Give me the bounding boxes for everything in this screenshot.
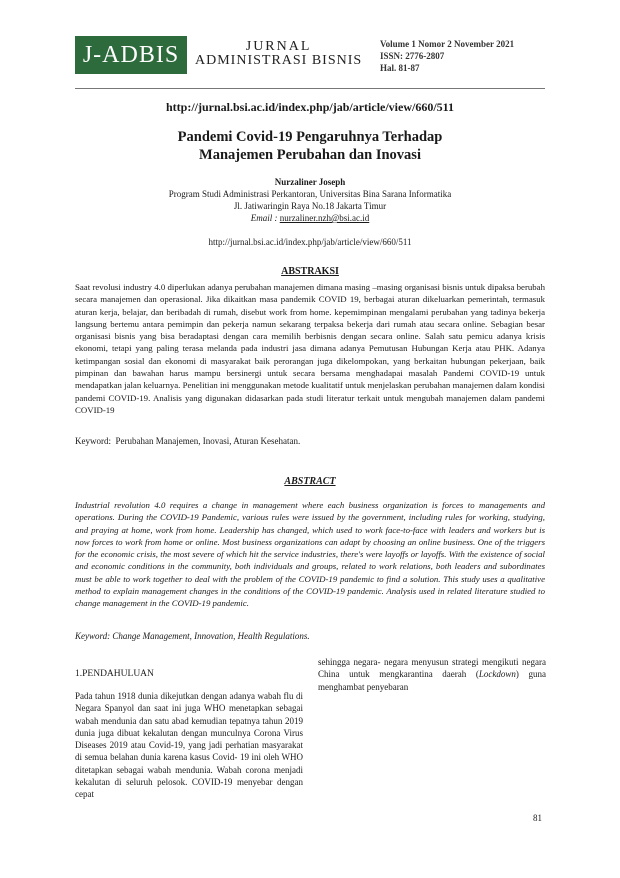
abstraksi-text: Saat revolusi industry 4.0 diperlukan adanya perubahan manajemen dimana masing –masing organisasi bisnis untuk dipaksa berubah secara manajemen dan operasional. Jika dikaitkan masa pandemik COVID 19, berbagai aturan dikeluarkan pemerintah, termasuk aturan kerja, belajar, dan beribadah di rumah, disebut work from home. kepemimpinan mengalami perubahan yang tadinya bekerja langsung bertemu antara pemimpin dan pekerja namun sekarang terpaksa bekerja dari rumah atau secara online. Sebagian besar organisasi bisnis yang bisa beradaptasi dengan cara memilih berbisnis dengan secara online. Salah satu pemicu adanya krisis ekonomi, tetapi yang paling terasa melanda pada industri jasa dimana adanya Pemutusan Hubungan Kerja atau PHK. Adanya ketimpangan sosial dan ekonomi di masyarakat baik perorangan juga dikelompokan, yang berkaitan hubungan pekerjaan, baik pimpinan dan bawahan harus mampu bersinergi untuk secara bersama menghadapai masalah Pandemi COVID-19 untuk mendapatkan jalan keluarnya. Penelitian ini menggunakan metode kualitatif untuk menjelaskan perubahan manajemen dalam kondisi pandemi COVID-19. Analisis yang digunakan didasarkan pada studi literatur terkait untuk mengubah manajemen dalam pandemi COVID-19 [75,282,545,415]
email-line [0,212,620,225]
keyword-list: Perubahan Manajemen, Inovasi, Aturan Kesehatan. [115,436,301,446]
keyword-list-en: Change Management, Innovation, Health Regulations. [112,631,310,641]
header-divider [75,88,545,89]
title-line2: Manajemen Perubahan dan Inovasi [199,147,421,163]
keyword-label: Keyword: [75,436,111,446]
abstract-keywords [75,631,310,641]
issue-info [380,38,514,74]
body-right-paragraph [318,656,546,693]
journal-name-line2: ADMINISTRASI BISNIS [195,53,363,68]
volume-text: Volume 1 Nomor 2 November 2021 [380,39,515,49]
pages-text: Hal. 81-87 [380,63,420,73]
email-link[interactable]: nurzaliner.nzh@bsi.ac.id [279,213,370,223]
article-url-bottom[interactable]: http://jurnal.bsi.ac.id/index.php/jab/article/view/660/511 [208,237,412,247]
body-left-paragraph: Pada tahun 1918 dunia dikejutkan dengan adanya wabah flu di Negara Spanyol dan saat ini juga WHO menetapkan sebagai wabah mendunia dan satu abad kemudian tepatnya tahun 2019 dunia juga dibuat kekalutan dengan munculnya Corona Virus Diseases 2019 atau Covid-19, yang jadi perhatian masyarakat di semua belahan dunia karena kasus Covid- 19 ini oleh WHO ditetapkan sebagai wabah mendunia. Wabah corona menjadi kekalutan di seluruh pelosok. COVID-19 menyebar dengan cepat [75,691,303,800]
journal-name-line1: JURNAL [245,39,312,54]
author-name: Nurzaliner Joseph [274,177,346,187]
journal-name [195,40,362,68]
title-line1: Pandemi Covid-19 Pengaruhnya Terhadap [177,129,443,145]
abstract-heading: ABSTRACT [284,476,336,487]
issn-text: ISSN: 2776-2807 [380,51,445,61]
abstraksi-keywords [75,436,300,446]
keyword-label-en: Keyword: [75,631,111,641]
right-text-after: ) guna menghambat penyebaran [318,669,546,692]
right-text-italic: Lockdown [478,669,516,680]
abstraksi-heading: ABSTRAKSI [281,266,339,277]
article-url-top[interactable]: http://jurnal.bsi.ac.id/index.php/jab/article/view/660/511 [165,100,455,114]
affiliation-1: Program Studi Administrasi Perkantoran, Universitas Bina Sarana Informatika [168,189,452,199]
page-number: 81 [533,813,542,823]
right-text-before: sehingga negara- negara menyusun strategi mengikuti negara China untuk mengkarantina daerah ( [318,657,546,680]
abstract-text: Industrial revolution 4.0 requires a change in management where each business organization is forces to managements and operations. During the COVID-19 Pandemic, various rules were issued by the government, including rules for working, studying, and praying at home, work from home. Leadership has changed, which used to work face-to-face with leaders and workers but is now forces to work from home or online. Most business organizations can adapt by choosing an online business. One of the triggers for the economic crisis, the most severe of which hit the service industries, there's were layoffs or layoffs. With the existence of social and economic conditions in the community, both individuals and groups, related to work relations, both leaders and subordinates must be able to work together to deal with the problem of the COVID-19 pandemic to find a solution. This study uses a qualitative method to explain management changes in the conditions of the COVID-19 pandemic. Analysis used in related literature studied to change management in the COVID-19 pandemic. [75,500,545,609]
logo-text: J-ADBIS [82,41,180,68]
journal-logo [75,36,187,74]
article-title [0,128,620,164]
email-label: Email : [250,213,278,223]
affiliation-2: Jl. Jatiwaringin Raya No.18 Jakarta Timur [233,201,387,211]
section-heading: 1.PENDAHULUAN [75,669,154,679]
